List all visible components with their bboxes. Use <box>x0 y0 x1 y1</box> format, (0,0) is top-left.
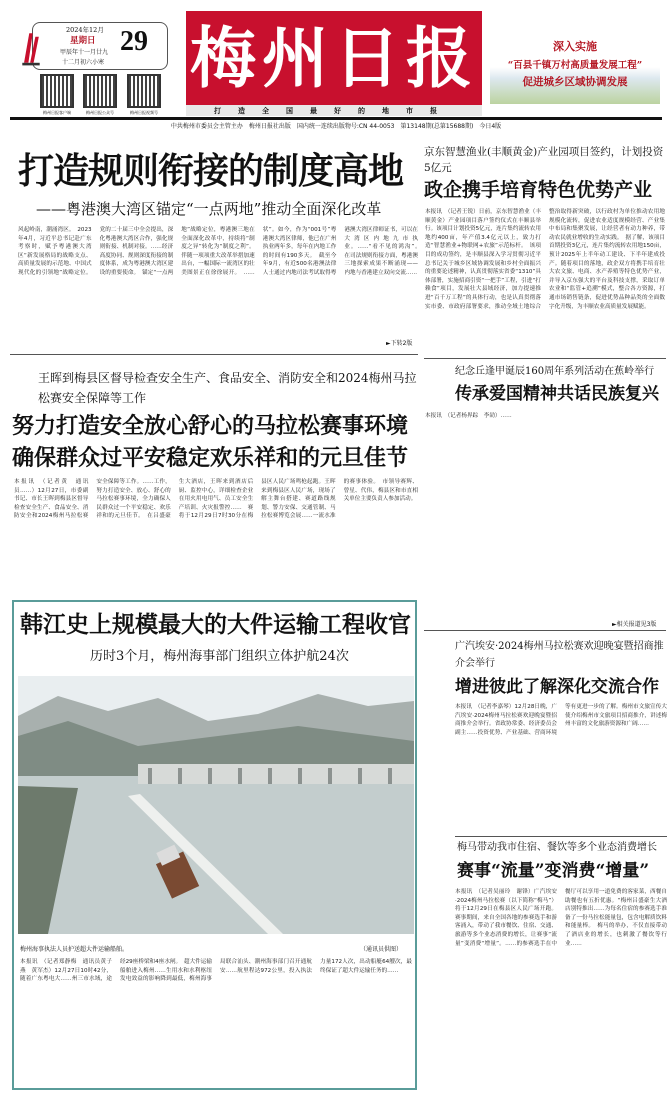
photo-caption: 梅州海事执法人员护送超大件运输船舶。 <box>20 946 129 953</box>
newspaper-logo-icon <box>20 28 42 68</box>
ad-line: 促进城乡区域协调发展 <box>522 76 628 88</box>
day-number: 29 <box>120 26 148 57</box>
qr-code-icon[interactable] <box>127 74 161 108</box>
story-headline[interactable]: 增进彼此了解深化交流合作 <box>455 677 659 697</box>
qr-code-icon[interactable] <box>83 74 117 108</box>
marathon-headline-1[interactable]: 努力打造安全放心舒心的马拉松赛事环境 <box>12 413 409 439</box>
story-headline[interactable]: 赛事“流量”变消费“增量” <box>457 861 650 881</box>
date-year-month: 2024年12月 <box>66 26 104 34</box>
story-body: 本报讯 （记者王锐）日前，京东智慧渔业（丰顺黄金）产业园项目落户签约仪式在丰顺县举行。该项目计划投资5亿元，连片集约流转农用地约400亩，年产值3.4亿元以上，致力打造“智慧渔业+物联网+农旅”示范标杆。 该项目的成功签约，是丰顺县深入学习贯彻习近平总书记关于城乡区域协调发展和乡村全面振兴的重要论述精神，认真贯彻落实省委“1310”具体部署，实施招商引资“一把手”工程，引进“打赖食”项目，发展壮大县域经济，加力提速推进“百千万工程”的具体行动，也是认真贯彻落实市委、市政府部署要求，推动全域土地综合整治取得新突破，以行政村为单位推动农用地规模化流转，促进农业适度规模经营、产业集中布局和集聚发展，让经营者有动力种养，带动农民就业增收的生动实践。 据了解，该项目首期投资3亿元，连片集约流转农用地150亩，预计2025年上半年动工建设、下半年建成投产。随着项目的落地，政企双方将携手培育壮大农文旅、电商、水产养殖等特色优势产业，并导入京东强大的平台及科技支撑，采取订单农业和“监管+追溯”模式，整合各方资源，打通市场销售链条，促进优势品种品类的全面数字化升级，为丰顺农业高质量发展赋能。 <box>425 209 665 310</box>
lead-subtitle: ——粤港澳大湾区锚定“一点两地”推动全面深化改革 <box>36 200 382 218</box>
masthead-title: 梅州日报 <box>190 19 478 97</box>
story-kicker: 纪念丘逢甲诞辰160周年系列活动在蕉岭举行 <box>455 366 655 377</box>
lunar-date: 甲辰年十一月廿九 <box>60 49 109 56</box>
publication-info: 中共梅州市委员会主管主办 梅州日报社出版 国内统一连续出版物号:CN 44-0053 第13148期(总第15688期) 今日4版 <box>170 123 502 130</box>
hanjiang-headline[interactable]: 韩江史上规模最大的大件运输工程收官 <box>20 611 411 638</box>
banner-ad[interactable] <box>490 12 660 104</box>
marathon-body: 本报讯 （记者黄 通讯员……）12月27日，市委副书记、市长王晖到梅县区督导检查安全生产、食品安全、消防安全和2024梅州马拉松赛安全保障等工作。……工作，努力打造安全、放心、舒心的马拉松赛事环境，全力确保人民群众过一个平安稳定、欢乐祥和的元旦佳节。 在吕盛豪生大酒店，王晖来到酒店后厨、监控中心，详细检查企业在用火用电用气、员工安全生产培训、火灾报警控…… 赛将于12月29日7时30分在梅县区人民广场鸣枪起跑。王晖来到梅县区人民广场，现场了解主舞台搭建、赛道路线规划、警力安保、交通管制、马拉松赛博览会展……一流水准的赛事体验。 市领导赛辉、曾星、代伟，梅县区和市直相关单位主要负责人参加活动。 <box>14 479 418 520</box>
story-body: 本报讯 （记者吴丽玲 谢锋）广汽埃安·2024梅州马拉松赛（以下简称“梅马”）将于12月29日在梅县区人民广场开跑。赛事期间，来自全国各地的参赛选手和游客涌入，带动了我市餐饮、住宿、交通、旅游等多个业态消费的增长，让赛事“流量”变消费“增量”。……的参赛选手在中餐厅可以享用一道免费的客家菜，西餐自助餐也有五折优惠。“梅州吕盛豪生大酒店别特推出……为每名住宿的参赛选手准备了一份马拉松能量包，包含电解质饮料和能量棒。 梅马的举办，不仅直接带动了酒店业的增长，也刺激了餐饮等行业…… <box>455 889 667 947</box>
story-kicker: 京东智慧渔业(丰顺黄金)产业园项目签约，计划投资5亿元 <box>424 146 664 174</box>
story-kicker: 梅马带动我市住宿、餐饮等多个业态消费增长 <box>457 842 657 853</box>
ad-line: “百县千镇万村高质量发展工程” <box>507 60 643 71</box>
qr-code-icon[interactable] <box>40 74 74 108</box>
photo-credit: （通讯员供图） <box>360 946 403 953</box>
lead-headline[interactable]: 打造规则衔接的制度高地 <box>18 150 404 192</box>
story-body: 本报讯 （记者杨界踪 李劼）…… <box>425 413 512 419</box>
divider <box>424 358 666 359</box>
masthead-slogan: 打造全国最好的地市报 <box>186 105 482 116</box>
lead-body: 风起岭南，潮涌湾区。 2023年4月，习近平总书记赴广东考察时，赋予粤港澳大湾区“新发展格局的战略支点、高质量发展的示范地、中国式现代化的引领地”战略定位。党的二十届三中全会提出，深化粤港澳大湾区合作，强化规则衔接、机制对接。……经济高度协同、规则深度衔接的制度体系，成为粤港澳大湾区建设的重要使命。 锚定“一点两地”战略定位，粤港澳三地在全面深化改革中，持续将“制度之异”转化为“制度之利”。伴随一项项重大改革举措加速出台，一幅国际一流湾区的壮美图景正在徐徐展开。 ……状”。如今，作为“001号”粤港澳大湾区律师，他已在广州执业两年多，每年在内地工作的时间有190多天。 截至今年9月，有近500名港澳法律人士通过内地司法考试取得粤港澳大湾区律师证书，可以在大湾区内地九市执业。……“看不见的鸿沟”。 在司法规则衔接方面，粤港澳三地探索成果不断涌现—— 内地与香港建立双向交流…… <box>18 227 424 276</box>
story-headline[interactable]: 传承爱国精神共话民族复兴 <box>455 384 659 404</box>
qr-label: 梅州日报公众号 <box>86 110 114 115</box>
qr-label: 梅州日报视频号 <box>130 110 158 115</box>
divider <box>10 354 418 355</box>
related-report-link[interactable]: ►相关报道见3版 <box>612 621 657 628</box>
continued-link[interactable]: ►下转2版 <box>386 340 413 347</box>
divider <box>424 630 666 631</box>
marathon-headline-2[interactable]: 确保群众过平安稳定欢乐祥和的元旦佳节 <box>12 445 409 471</box>
story-body: 本报讯 （记者李嘉琴）12月28日晚，广汽埃安·2024梅州马拉松赛欢迎晚宴暨招商推介会举行。省政协常委、经济委员会副主……投资优势、产业基础、营商环境等有更进一步的了解。梅州市文旅宣传大使介绍梅州市文旅项目招商推介，讲述梅州丰富的文化旅游资源和广阔…… <box>455 704 667 736</box>
hanjiang-subtitle: 历时3个月，梅州海事部门组织立体护航24次 <box>90 649 349 664</box>
ad-line: 深入实施 <box>553 40 597 53</box>
weekday: 星期日 <box>70 36 96 46</box>
hanjiang-body: 本报讯 （记者郑静梅 通讯员黄子燕 黄军杰）12月27日10时42分，随着广东粤电大……州三市水域，途经29座桥梁和4座水闸。 超大件运输船舶进入梅州……生用水和水利枢纽发电效益的影响降到最低，梅州海事局联合汕头、潮州海事部门召开通航安……航里程达972公里，投入执法力量172人次，出动船艇64艘次，最终保证了超大件运输任务的…… <box>20 959 412 983</box>
marathon-kicker: 王晖到梅县区督导检查安全生产、食品安全、消防安全和2024梅州马拉松赛安全保障等工作 <box>38 371 417 405</box>
solar-term: 十二月初六小寒 <box>62 59 105 66</box>
divider <box>455 836 667 837</box>
river-transport-photo[interactable] <box>18 676 414 934</box>
qr-label: 梅州日报客户端 <box>43 110 71 115</box>
story-headline[interactable]: 政企携手培育特色优势产业 <box>424 179 653 201</box>
masthead-rule <box>10 117 662 120</box>
story-kicker: 广汽埃安·2024梅州马拉松赛欢迎晚宴暨招商推介会举行 <box>455 641 664 669</box>
